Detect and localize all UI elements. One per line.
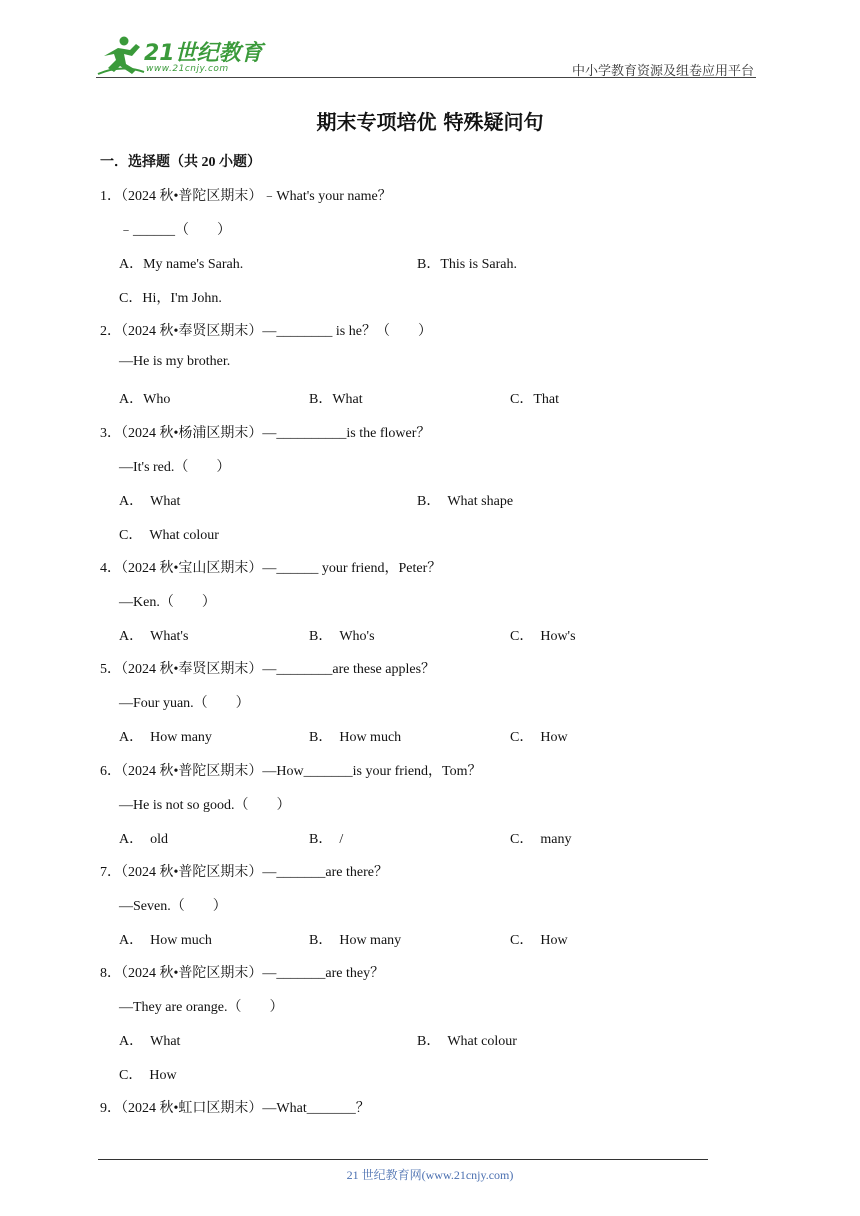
answer-option[interactable]: B．What [309, 392, 363, 407]
answer-option[interactable]: C． How's [510, 629, 576, 644]
answer-option[interactable]: C．Hi，I'm John. [119, 291, 222, 306]
section-heading: 一．选择题（共 20 小题） [100, 155, 261, 170]
answer-option[interactable]: C． many [510, 832, 572, 847]
question-prompt: —Four yuan.（ ） [119, 696, 250, 711]
question-stem: 4．（2024 秋•宝山区期末）—______ your friend，Peter？ [100, 561, 442, 576]
question-prompt: —Seven.（ ） [119, 899, 227, 914]
question-stem: 3．（2024 秋•杨浦区期末）—__________is the flower？ [100, 426, 431, 441]
answer-option[interactable]: A． What's [119, 629, 189, 644]
answer-option[interactable]: C． How [510, 933, 568, 948]
question-stem: 2．（2024 秋•奉贤区期末）—________ is he？（ ） [100, 324, 432, 339]
question-stem: 5．（2024 秋•奉贤区期末）—________are these apples？ [100, 662, 436, 677]
answer-option[interactable]: A．Who [119, 392, 171, 407]
answer-option[interactable]: A． old [119, 832, 168, 847]
question-stem: 9．（2024 秋•虹口区期末）—What_______？ [100, 1101, 370, 1116]
footer-divider [98, 1159, 708, 1160]
question-stem: 6．（2024 秋•普陀区期末）—How_______is your friend，Tom？ [100, 764, 482, 779]
answer-option[interactable]: C． How [510, 730, 568, 745]
answer-option[interactable]: B． Who's [309, 629, 375, 644]
answer-option[interactable]: A．My name's Sarah. [119, 257, 244, 272]
footer-text: 21 世纪教育网(www.21cnjy.com) [346, 1168, 514, 1182]
answer-option[interactable]: B．This is Sarah. [417, 257, 517, 272]
answer-option[interactable]: A． What [119, 1034, 181, 1049]
answer-option[interactable]: A． What [119, 494, 181, 509]
question-prompt: —He is my brother. [119, 354, 231, 369]
logo-url: www.21cnjy.com [146, 64, 229, 74]
question-prompt: ﹣______（ ） [119, 223, 231, 238]
question-stem: 1．（2024 秋•普陀区期末）﹣What's your name？ [100, 189, 392, 204]
question-prompt: —They are orange.（ ） [119, 1000, 284, 1015]
answer-option[interactable]: B． How many [309, 933, 402, 948]
answer-option[interactable]: C．That [510, 392, 559, 407]
answer-option[interactable]: B． What shape [417, 494, 514, 509]
question-prompt: —It's red.（ ） [119, 460, 231, 475]
question-prompt: —Ken.（ ） [119, 595, 216, 610]
answer-option[interactable]: A． How many [119, 730, 212, 745]
question-stem: 8．（2024 秋•普陀区期末）—_______are they？ [100, 966, 385, 981]
answer-option[interactable]: C． How [119, 1068, 177, 1083]
answer-option[interactable]: B． / [309, 832, 344, 847]
runner-logo-icon [96, 34, 146, 76]
header-divider [96, 77, 756, 78]
logo-text: 21世纪教育 [144, 41, 263, 66]
brand-logo [96, 34, 266, 78]
platform-name: 中小学教育资源及组卷应用平台 [571, 63, 754, 78]
page-title: 期末专项培优 特殊疑问句 [316, 110, 544, 134]
question-prompt: —He is not so good.（ ） [119, 798, 291, 813]
question-stem: 7．（2024 秋•普陀区期末）—_______are there？ [100, 865, 388, 880]
answer-option[interactable]: B． What colour [417, 1034, 517, 1049]
page-header [0, 0, 860, 80]
answer-option[interactable]: A． How much [119, 933, 212, 948]
answer-option[interactable]: C． What colour [119, 528, 219, 543]
answer-option[interactable]: B． How much [309, 730, 402, 745]
